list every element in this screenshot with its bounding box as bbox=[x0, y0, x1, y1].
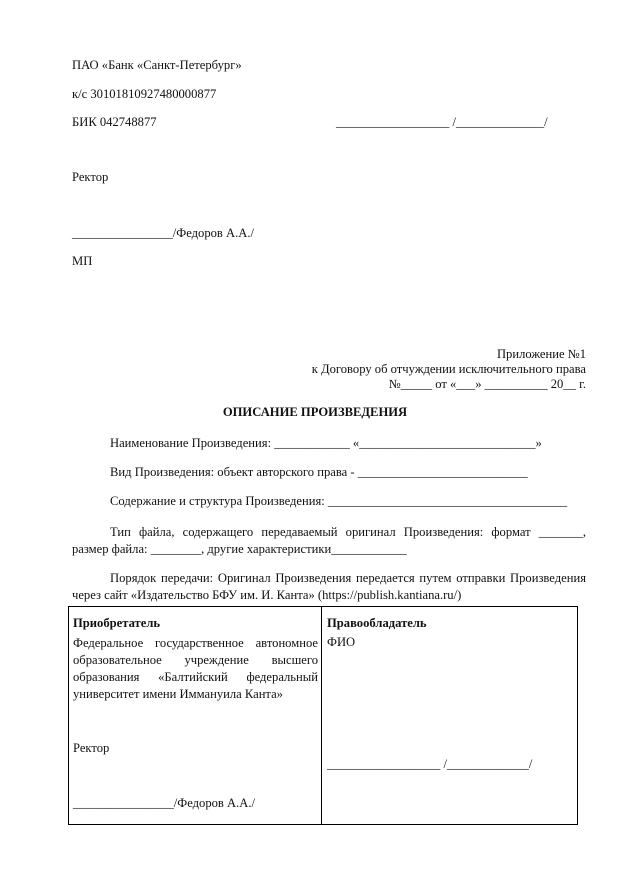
rector-signature: ________________/Федоров А.А./ bbox=[72, 226, 255, 240]
work-content-field: Содержание и структура Произведения: ______________________________________ bbox=[110, 494, 568, 508]
bank-name: ПАО «Банк «Санкт-Петербург» bbox=[72, 58, 242, 72]
owner-cell bbox=[322, 607, 578, 825]
bik: БИК 042748877 bbox=[72, 115, 157, 129]
top-signature-line: __________________ /______________/ bbox=[336, 115, 548, 129]
rector-title: Ректор bbox=[72, 170, 109, 184]
appendix-contract: к Договору об отчуждении исключительного права bbox=[311, 362, 586, 376]
transfer-paragraph: Порядок передачи: Оригинал Произведения передается путем отправки Произведения через сайт «Издательство БФУ им. И. Канта» (https://publish.kantiana.ru/) bbox=[72, 571, 586, 602]
buyer-cell bbox=[69, 607, 322, 825]
parties-table bbox=[68, 606, 578, 825]
appendix-date: №_____ от «___» __________ 20__ г. bbox=[388, 377, 586, 391]
work-kind-field: Вид Произведения: объект авторского права - ___________________________ bbox=[110, 465, 528, 479]
work-name-field: Наименование Произведения: ____________ «____________________________» bbox=[110, 436, 542, 450]
buyer-header: Приобретатель bbox=[73, 616, 161, 630]
owner-header: Правообладатель bbox=[327, 616, 427, 630]
owner-signature: __________________ /_____________/ bbox=[327, 757, 533, 771]
file-type-paragraph: Тип файла, содержащего передаваемый оригинал Произведения: формат _______, размер файла: ________, другие характеристики____________ bbox=[72, 525, 586, 556]
buyer-organization: Федеральное государственное автономное образовательное учреждение высшего образования «Балтийский федеральный университет имени Иммануила Канта» bbox=[73, 636, 318, 701]
buyer-signature: ________________/Федоров А.А./ bbox=[73, 796, 256, 810]
stamp-mark: МП bbox=[72, 254, 93, 268]
buyer-rector-title: Ректор bbox=[73, 741, 110, 755]
document-title: ОПИСАНИЕ ПРОИЗВЕДЕНИЯ bbox=[222, 405, 408, 419]
correspondent-account: к/с 30101810927480000877 bbox=[72, 87, 217, 101]
owner-fio: ФИО bbox=[327, 635, 356, 649]
appendix-number: Приложение №1 bbox=[496, 347, 586, 361]
